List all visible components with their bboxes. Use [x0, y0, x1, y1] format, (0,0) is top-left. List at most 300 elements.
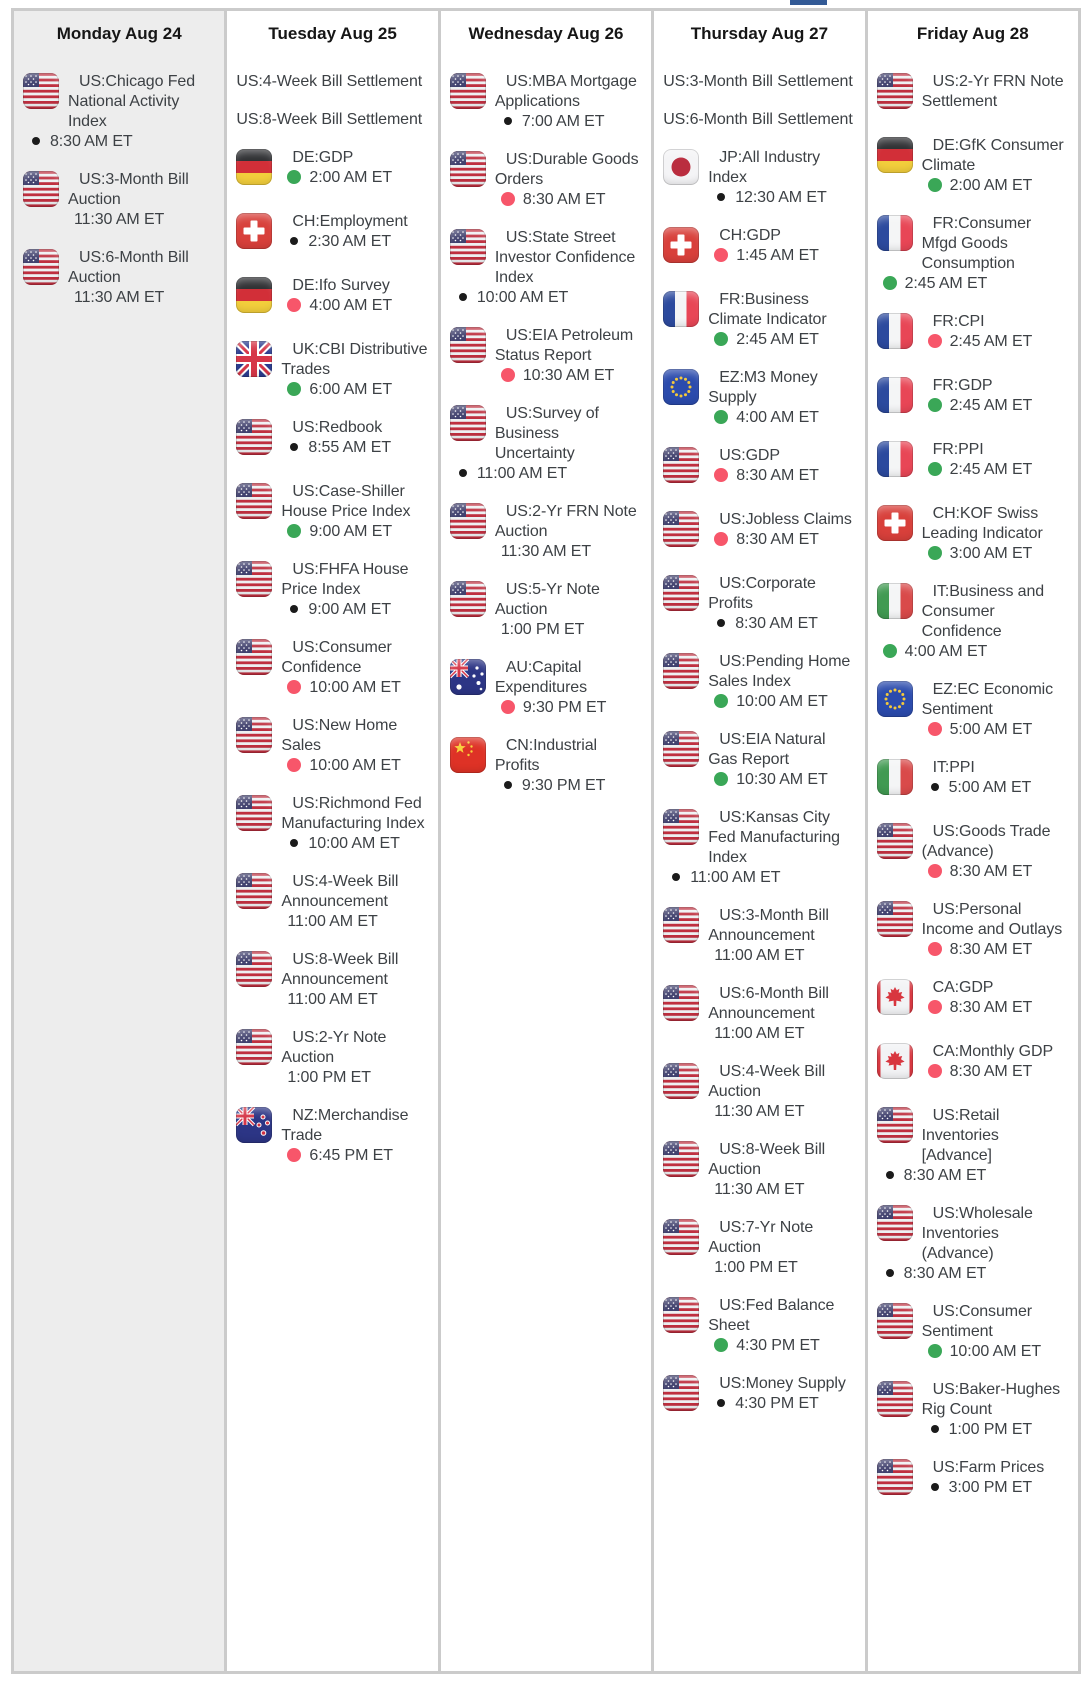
event-time	[450, 698, 642, 718]
event-time-text: 11:30 AM ET	[74, 289, 165, 306]
event-name: US:3-Month Bill Settlement	[663, 73, 853, 90]
calendar-event[interactable]	[663, 148, 855, 208]
event-time	[663, 1258, 855, 1278]
partial-tab-indicator[interactable]	[790, 0, 827, 5]
flag-us-icon	[236, 639, 272, 675]
importance-dot-red	[928, 1000, 942, 1014]
flag-ca-icon	[877, 979, 913, 1015]
flag-au-icon	[450, 659, 486, 695]
event-time-text: 1:00 PM ET	[500, 621, 585, 638]
flag-ez-icon	[877, 681, 913, 717]
calendar-event[interactable]	[663, 290, 855, 350]
event-time-text: 8:55 AM ET	[308, 439, 392, 456]
event-time	[663, 408, 855, 428]
flag-de-icon	[236, 277, 272, 313]
flag-us-icon	[23, 171, 59, 207]
event-time-text: 11:00 AM ET	[714, 947, 805, 964]
event-time	[236, 834, 428, 854]
calendar-event[interactable]	[877, 1380, 1069, 1440]
flag-us-icon	[236, 795, 272, 831]
event-time-text: 2:45 AM ET	[904, 275, 988, 292]
event-time-text: 7:00 AM ET	[521, 113, 605, 130]
event-time-text: 8:30 AM ET	[50, 133, 133, 150]
importance-dot-black	[717, 1399, 725, 1407]
event-time	[877, 274, 1069, 294]
flag-us-icon	[663, 511, 699, 547]
calendar-event[interactable]	[236, 276, 428, 322]
importance-dot-red	[928, 942, 942, 956]
event-time-text: 10:00 AM ET	[736, 693, 828, 710]
importance-dot-black	[504, 781, 512, 789]
calendar-event[interactable]	[450, 72, 642, 132]
event-name: IT:Business and Consumer Confidence	[921, 583, 1045, 640]
calendar-event[interactable]	[663, 906, 855, 966]
flag-us-icon	[236, 561, 272, 597]
event-time-text: 2:00 AM ET	[309, 169, 393, 186]
event-name: US:MBA Mortgage Applications	[494, 73, 637, 110]
calendar-event[interactable]	[450, 502, 642, 562]
importance-dot-black	[32, 137, 40, 145]
event-name: US:Corporate Profits	[708, 575, 816, 612]
event-time-text: 9:30 PM ET	[522, 699, 607, 716]
event-time-text: 11:00 AM ET	[287, 991, 378, 1008]
calendar-event[interactable]	[877, 1106, 1069, 1186]
event-time-text: 8:30 AM ET	[522, 191, 606, 208]
event-name: US:Survey of Business Uncertainty	[494, 405, 599, 462]
event-name: US:8-Week Bill Settlement	[236, 111, 423, 128]
event-time	[450, 776, 642, 796]
calendar-event[interactable]	[877, 582, 1069, 662]
calendar-event[interactable]	[236, 212, 428, 258]
calendar-event[interactable]	[236, 1028, 428, 1088]
flag-us-icon	[236, 717, 272, 753]
calendar-event[interactable]	[236, 482, 428, 542]
event-name: FR:GDP	[932, 377, 993, 394]
calendar-event[interactable]	[450, 580, 642, 640]
calendar-event[interactable]	[663, 1218, 855, 1278]
calendar-event[interactable]	[23, 248, 215, 308]
event-time-text: 1:45 AM ET	[736, 247, 819, 264]
calendar-event[interactable]	[877, 1458, 1069, 1504]
event-time-text: 11:30 AM ET	[714, 1103, 805, 1120]
calendar-event[interactable]	[663, 1296, 855, 1356]
event-name: DE:Ifo Survey	[292, 277, 390, 294]
importance-dot-red	[714, 532, 728, 546]
flag-us-icon	[450, 327, 486, 363]
importance-dot-black	[717, 619, 725, 627]
event-name: US:Goods Trade (Advance)	[921, 823, 1051, 860]
calendar-event[interactable]	[236, 716, 428, 776]
event-time	[877, 176, 1069, 196]
calendar-event[interactable]	[877, 1302, 1069, 1362]
calendar-event[interactable]	[877, 504, 1069, 564]
event-name: US:3-Month Bill Announcement	[708, 907, 829, 944]
importance-dot-black	[672, 873, 680, 881]
flag-us-icon	[663, 1375, 699, 1411]
day-header: Tuesday Aug 25	[268, 24, 397, 43]
flag-ch-icon	[663, 227, 699, 263]
calendar-event[interactable]	[450, 404, 642, 484]
importance-dot-green	[714, 772, 728, 786]
flag-us-icon	[663, 1141, 699, 1177]
event-time-text: 2:45 AM ET	[949, 397, 1033, 414]
flag-ch-icon	[236, 213, 272, 249]
event-time-text: 8:30 AM ET	[949, 863, 1033, 880]
flag-fr-icon	[877, 441, 913, 477]
importance-dot-black	[504, 117, 512, 125]
event-time-text: 2:00 AM ET	[949, 177, 1033, 194]
event-name: US:4-Week Bill Auction	[708, 1063, 826, 1100]
importance-dot-red	[714, 468, 728, 482]
event-name: US:Farm Prices	[932, 1459, 1045, 1476]
flag-jp-icon	[663, 149, 699, 185]
importance-dot-green	[714, 694, 728, 708]
event-time	[663, 868, 855, 888]
event-time	[663, 1024, 855, 1044]
importance-dot-green	[883, 644, 897, 658]
flag-us-icon	[877, 1459, 913, 1495]
flag-us-icon	[663, 653, 699, 689]
calendar-event[interactable]	[663, 730, 855, 790]
flag-us-icon	[877, 1303, 913, 1339]
event-time-text: 8:30 AM ET	[949, 1063, 1033, 1080]
event-name: US:Wholesale Inventories (Advance)	[921, 1205, 1033, 1262]
event-name: US:Personal Income and Outlays	[921, 901, 1063, 938]
event-time	[663, 188, 855, 208]
event-name: US:Consumer Confidence	[281, 639, 392, 676]
calendar-event[interactable]	[877, 312, 1069, 358]
event-name: US:6-Month Bill Settlement	[663, 111, 853, 128]
calendar-event[interactable]	[450, 228, 642, 308]
event-time-text: 11:30 AM ET	[74, 211, 165, 228]
event-time	[877, 720, 1069, 740]
event-name: US:EIA Natural Gas Report	[708, 731, 826, 768]
event-name: US:Durable Goods Orders	[494, 151, 639, 188]
event-time	[877, 1420, 1069, 1440]
event-name: US:2-Yr FRN Note Auction	[494, 503, 637, 540]
flag-fr-icon	[877, 313, 913, 349]
economic-calendar-week	[11, 8, 1081, 1674]
calendar-event[interactable]	[236, 1106, 428, 1166]
event-time-text: 3:00 AM ET	[949, 545, 1033, 562]
event-name: US:Retail Inventories [Advance]	[921, 1107, 1000, 1164]
day-column-thursday	[651, 11, 864, 1671]
importance-dot-green	[287, 382, 301, 396]
flag-us-icon	[663, 731, 699, 767]
flag-it-icon	[877, 583, 913, 619]
calendar-event[interactable]	[236, 72, 428, 92]
flag-us-icon	[877, 901, 913, 937]
calendar-event[interactable]	[236, 560, 428, 620]
calendar-event[interactable]	[663, 652, 855, 712]
calendar-event[interactable]	[663, 368, 855, 428]
day-header: Friday Aug 28	[916, 24, 1029, 43]
event-time	[23, 210, 215, 230]
event-name: US:Money Supply	[719, 1375, 846, 1392]
event-time-text: 8:30 AM ET	[949, 999, 1033, 1016]
event-time-text: 8:30 AM ET	[903, 1167, 987, 1184]
event-time-text: 10:30 AM ET	[522, 367, 615, 384]
calendar-event[interactable]	[877, 1204, 1069, 1284]
event-name: US:Case-Shiller House Price Index	[281, 483, 411, 520]
event-time	[877, 1264, 1069, 1284]
day-header: Monday Aug 24	[56, 24, 182, 43]
event-time-text: 4:00 AM ET	[904, 643, 988, 660]
event-time	[663, 330, 855, 350]
event-name: CH:GDP	[719, 227, 781, 244]
importance-dot-red	[501, 368, 515, 382]
event-time-text: 11:00 AM ET	[690, 869, 781, 886]
event-time-text: 2:30 AM ET	[308, 233, 392, 250]
event-time	[450, 542, 642, 562]
event-name: CN:Industrial Profits	[494, 737, 597, 774]
calendar-event[interactable]	[663, 574, 855, 634]
importance-dot-black	[290, 605, 298, 613]
calendar-event[interactable]	[663, 808, 855, 888]
event-time	[236, 600, 428, 620]
importance-dot-green	[928, 398, 942, 412]
calendar-event[interactable]	[877, 758, 1069, 804]
calendar-event[interactable]	[23, 170, 215, 230]
event-time-text: 4:30 PM ET	[736, 1337, 820, 1354]
flag-cn-icon	[450, 737, 486, 773]
event-name: CA:GDP	[932, 979, 994, 996]
event-time-text: 2:45 AM ET	[736, 331, 819, 348]
importance-dot-red	[287, 298, 301, 312]
event-time	[450, 288, 642, 308]
importance-dot-black	[931, 1425, 939, 1433]
event-time	[877, 642, 1069, 662]
event-name: US:EIA Petroleum Status Report	[494, 327, 634, 364]
event-time-text: 10:00 AM ET	[476, 289, 569, 306]
event-time	[236, 912, 428, 932]
event-time-text: 9:00 AM ET	[309, 523, 393, 540]
calendar-event[interactable]	[450, 326, 642, 386]
event-name: US:2-Yr Note Auction	[281, 1029, 387, 1066]
flag-fr-icon	[877, 215, 913, 251]
event-name: US:New Home Sales	[281, 717, 398, 754]
event-name: US:8-Week Bill Announcement	[281, 951, 399, 988]
calendar-event[interactable]	[663, 72, 855, 92]
event-time	[236, 756, 428, 776]
importance-dot-red	[928, 1064, 942, 1078]
event-time	[23, 288, 215, 308]
flag-de-icon	[877, 137, 913, 173]
calendar-event[interactable]	[663, 1062, 855, 1122]
calendar-event[interactable]	[877, 680, 1069, 740]
calendar-event[interactable]	[236, 148, 428, 194]
event-time-text: 8:30 AM ET	[903, 1265, 987, 1282]
flag-us-icon	[450, 151, 486, 187]
event-time-text: 11:00 AM ET	[476, 465, 568, 482]
flag-us-icon	[236, 873, 272, 909]
importance-dot-red	[501, 700, 515, 714]
event-name: US:Jobless Claims	[719, 511, 852, 528]
flag-us-icon	[663, 1297, 699, 1333]
event-time-text: 4:00 AM ET	[736, 409, 819, 426]
event-name: CH:Employment	[292, 213, 408, 230]
flag-us-icon	[877, 1381, 913, 1417]
calendar-event[interactable]	[450, 150, 642, 210]
importance-dot-red	[287, 680, 301, 694]
event-time-text: 4:30 PM ET	[735, 1395, 819, 1412]
calendar-event[interactable]	[236, 872, 428, 932]
flag-us-icon	[236, 1029, 272, 1065]
calendar-event[interactable]	[877, 440, 1069, 486]
event-time-text: 8:30 AM ET	[949, 941, 1033, 958]
calendar-event[interactable]	[877, 72, 1069, 118]
event-name: US:3-Month Bill Auction	[68, 171, 189, 208]
flag-us-icon	[236, 951, 272, 987]
day-header: Thursday Aug 27	[690, 24, 829, 43]
calendar-event[interactable]	[663, 984, 855, 1044]
importance-dot-black	[290, 443, 298, 451]
event-time-text: 11:00 AM ET	[714, 1025, 805, 1042]
day-column-friday	[865, 11, 1078, 1671]
event-time	[450, 112, 642, 132]
event-name: JP:All Industry Index	[708, 149, 820, 186]
calendar-event[interactable]	[236, 638, 428, 698]
importance-dot-red	[928, 864, 942, 878]
flag-fr-icon	[663, 291, 699, 327]
event-name: US:Pending Home Sales Index	[708, 653, 851, 690]
event-name: US:4-Week Bill Announcement	[281, 873, 399, 910]
calendar-event[interactable]	[236, 794, 428, 854]
calendar-event[interactable]	[236, 950, 428, 1010]
event-time-text: 9:30 PM ET	[521, 777, 606, 794]
event-time-text: 1:00 PM ET	[714, 1259, 798, 1276]
event-time	[236, 1146, 428, 1166]
flag-us-icon	[877, 1205, 913, 1241]
flag-us-icon	[663, 1063, 699, 1099]
event-name: FR:PPI	[932, 441, 984, 458]
day-header: Wednesday Aug 26	[468, 24, 624, 43]
importance-dot-green	[928, 1344, 942, 1358]
event-time-text: 11:30 AM ET	[500, 543, 592, 560]
calendar-event[interactable]	[450, 658, 642, 718]
day-column-tuesday	[224, 11, 437, 1671]
calendar-event[interactable]	[877, 214, 1069, 294]
day-column-monday	[14, 11, 224, 1671]
flag-us-icon	[450, 503, 486, 539]
calendar-event[interactable]	[663, 1374, 855, 1420]
calendar-event[interactable]	[23, 72, 215, 152]
calendar-event[interactable]	[450, 736, 642, 796]
calendar-event[interactable]	[663, 226, 855, 272]
event-name: US:4-Week Bill Settlement	[236, 73, 423, 90]
event-time	[877, 862, 1069, 882]
importance-dot-black	[717, 193, 725, 201]
event-name: DE:GDP	[292, 149, 354, 166]
calendar-event[interactable]	[236, 110, 428, 130]
event-time-text: 6:00 AM ET	[309, 381, 393, 398]
event-name: US:Fed Balance Sheet	[708, 1297, 835, 1334]
event-time-text: 9:00 AM ET	[308, 601, 392, 618]
event-time-text: 10:00 AM ET	[308, 835, 400, 852]
event-time	[877, 1342, 1069, 1362]
event-name: US:Kansas City Fed Manufacturing Index	[708, 809, 840, 866]
importance-dot-green	[287, 524, 301, 538]
importance-dot-green	[714, 1338, 728, 1352]
calendar-event[interactable]	[663, 446, 855, 492]
event-name: US:5-Yr Note Auction	[494, 581, 600, 618]
event-time-text: 1:00 PM ET	[287, 1069, 371, 1086]
event-name: US:Redbook	[292, 419, 383, 436]
flag-uk-icon	[236, 341, 272, 377]
event-time-text: 6:45 PM ET	[309, 1147, 393, 1164]
flag-nz-icon	[236, 1107, 272, 1143]
importance-dot-green	[287, 170, 301, 184]
event-time-text: 2:45 AM ET	[949, 461, 1033, 478]
event-time	[236, 678, 428, 698]
event-time	[663, 1336, 855, 1356]
event-name: CH:KOF Swiss Leading Indicator	[921, 505, 1043, 542]
event-name: FR:Business Climate Indicator	[708, 291, 827, 328]
event-time-text: 8:30 AM ET	[736, 531, 819, 548]
event-time-text: 5:00 AM ET	[948, 779, 1032, 796]
flag-us-icon	[877, 73, 913, 109]
event-time	[663, 692, 855, 712]
event-name: US:Baker-Hughes Rig Count	[921, 1381, 1061, 1418]
flag-us-icon	[450, 581, 486, 617]
calendar-event[interactable]	[877, 1042, 1069, 1088]
flag-us-icon	[663, 985, 699, 1021]
event-name: CA:Monthly GDP	[932, 1043, 1054, 1060]
event-time-text: 2:45 AM ET	[949, 333, 1033, 350]
event-name: US:2-Yr FRN Note Settlement	[921, 73, 1064, 110]
event-time-text: 3:00 PM ET	[948, 1479, 1033, 1496]
event-time	[663, 770, 855, 790]
calendar-event[interactable]	[663, 510, 855, 556]
calendar-event[interactable]	[877, 376, 1069, 422]
importance-dot-black	[886, 1269, 894, 1277]
event-time	[236, 380, 428, 400]
calendar-event[interactable]	[877, 978, 1069, 1024]
calendar-event[interactable]	[877, 900, 1069, 960]
event-time	[450, 366, 642, 386]
importance-dot-red	[928, 334, 942, 348]
importance-dot-black	[459, 293, 467, 301]
event-time	[450, 464, 642, 484]
flag-us-icon	[663, 809, 699, 845]
calendar-event[interactable]	[663, 1140, 855, 1200]
importance-dot-black	[290, 839, 298, 847]
importance-dot-black	[931, 1483, 939, 1491]
event-name: AU:Capital Expenditures	[494, 659, 588, 696]
event-name: IT:PPI	[932, 759, 975, 776]
calendar-event[interactable]	[877, 136, 1069, 196]
calendar-event[interactable]	[236, 418, 428, 464]
event-time	[663, 1102, 855, 1122]
event-time	[663, 614, 855, 634]
flag-us-icon	[236, 419, 272, 455]
event-name: DE:GfK Consumer Climate	[921, 137, 1064, 174]
event-name: US:7-Yr Note Auction	[708, 1219, 814, 1256]
calendar-event[interactable]	[236, 340, 428, 400]
event-name: FR:CPI	[932, 313, 985, 330]
importance-dot-red	[287, 1148, 301, 1162]
importance-dot-green	[928, 178, 942, 192]
event-name: US:8-Week Bill Auction	[708, 1141, 826, 1178]
flag-de-icon	[236, 149, 272, 185]
importance-dot-black	[931, 783, 939, 791]
calendar-event[interactable]	[663, 110, 855, 130]
importance-dot-black	[886, 1171, 894, 1179]
event-time	[450, 620, 642, 640]
calendar-event[interactable]	[877, 822, 1069, 882]
event-name: US:6-Month Bill Announcement	[708, 985, 829, 1022]
event-time-text: 1:00 PM ET	[948, 1421, 1033, 1438]
